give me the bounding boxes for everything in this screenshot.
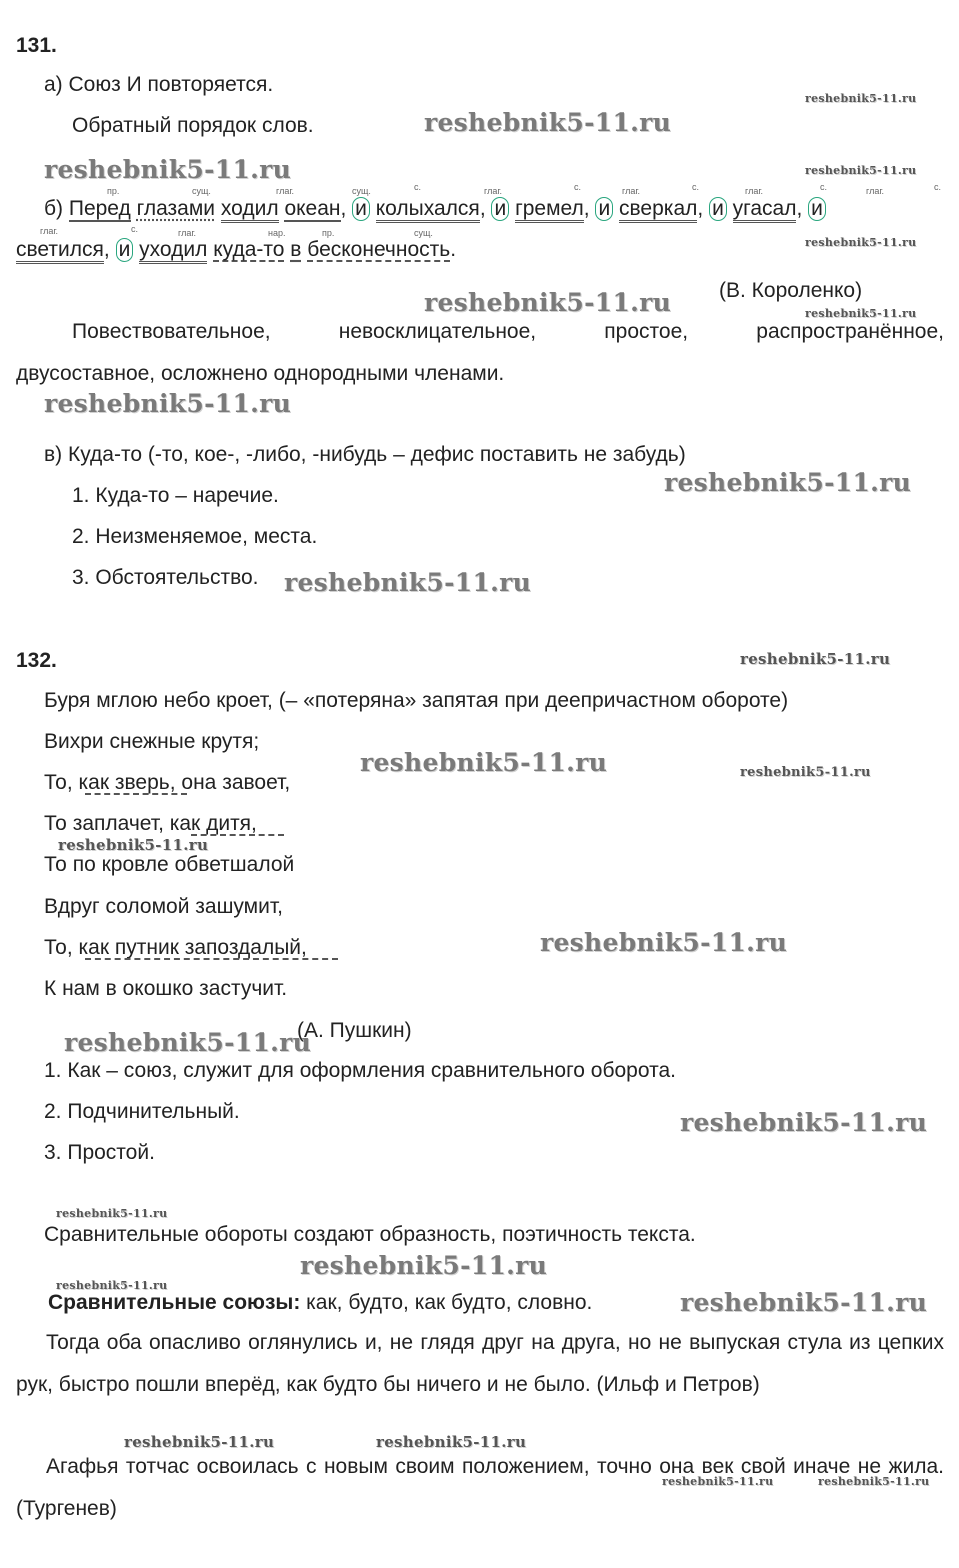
- ex131-v-item: 1. Куда-то – наречие.: [72, 484, 279, 507]
- watermark: reshebnik5-11.ru: [300, 1251, 548, 1280]
- watermark: reshebnik5-11.ru: [424, 288, 672, 317]
- watermark: reshebnik5-11.ru: [360, 748, 608, 777]
- conjunction-circled: и: [808, 197, 826, 221]
- watermark: reshebnik5-11.ru: [64, 1028, 312, 1057]
- label-glag: глаг.: [178, 228, 197, 238]
- conj-label: Сравнительные союзы:: [48, 1291, 301, 1314]
- watermark: reshebnik5-11.ru: [818, 1475, 930, 1488]
- watermark: reshebnik5-11.ru: [740, 765, 871, 780]
- watermark: reshebnik5-11.ru: [58, 836, 209, 854]
- label-s: с.: [414, 182, 422, 192]
- ex131-a-line2: Обратный порядок слов.: [72, 114, 314, 137]
- underline-mark: [85, 958, 338, 960]
- conjunction-circled: и: [709, 197, 727, 221]
- ex132-author: (А. Пушкин): [297, 1019, 412, 1042]
- watermark: reshebnik5-11.ru: [424, 108, 672, 137]
- ex132-summary: Сравнительные обороты создают образность, поэтичность текста.: [44, 1223, 696, 1246]
- ex131-author: (В. Короленко): [719, 279, 863, 302]
- label-s: с.: [934, 182, 942, 192]
- ex131-v-item: 3. Обстоятельство.: [72, 566, 259, 589]
- word: бесконечность: [307, 238, 451, 261]
- watermark: reshebnik5-11.ru: [805, 307, 917, 320]
- underline-mark: [85, 793, 187, 795]
- poem-line: То, как зверь, она завоет,: [44, 771, 291, 794]
- ex132-item: 1. Как – союз, служит для оформления сравнительного оборота.: [44, 1059, 676, 1082]
- word: колыхался: [376, 197, 480, 223]
- exercise-number-131: 131.: [16, 34, 57, 57]
- label-s: с.: [692, 182, 700, 192]
- ex131-b-line2: светился, и уходил куда-то в бесконечность.: [16, 237, 456, 263]
- poem-line: Буря мглою небо кроет, (– «потеряна» запятая при деепричастном обороте): [44, 689, 789, 712]
- label-nar: нар.: [268, 228, 286, 238]
- poem-line: То, как путник запоздалый,: [44, 936, 307, 959]
- watermark: reshebnik5-11.ru: [805, 92, 917, 105]
- ex131-b-line1: б) Перед глазами ходил океан, и колыхался, и гремел, и сверкал, и угасал, и: [44, 196, 826, 222]
- word: уходил: [139, 238, 207, 264]
- watermark: reshebnik5-11.ru: [664, 468, 912, 497]
- label-s: с.: [820, 182, 828, 192]
- poem-line: Вдруг соломой зашумит,: [44, 895, 283, 918]
- watermark: reshebnik5-11.ru: [680, 1288, 928, 1317]
- conjunction-circled: и: [491, 197, 509, 221]
- word: светился: [16, 238, 104, 264]
- watermark: reshebnik5-11.ru: [124, 1433, 275, 1451]
- conj-list: как, будто, как будто, словно.: [300, 1291, 593, 1314]
- watermark: reshebnik5-11.ru: [376, 1433, 527, 1451]
- ex132-item: 2. Подчинительный.: [44, 1100, 240, 1123]
- poem-line: То заплачет, как дитя,: [44, 812, 257, 835]
- word: ходил: [221, 197, 279, 223]
- word: океан: [284, 197, 341, 220]
- label-glag: глаг.: [622, 186, 641, 196]
- poem-line: То по кровле обветшалой: [44, 853, 295, 876]
- label-glag: глаг.: [40, 226, 59, 236]
- ex132-conjunctions: [48, 1290, 592, 1316]
- conjunction-circled: и: [116, 238, 134, 262]
- ex131-a-line1: а) Союз И повторяется.: [44, 73, 274, 96]
- watermark: reshebnik5-11.ru: [44, 389, 292, 418]
- watermark: reshebnik5-11.ru: [44, 155, 292, 184]
- word: сверкал: [619, 197, 697, 223]
- watermark: reshebnik5-11.ru: [56, 1279, 168, 1292]
- ex132-example1: Тогда оба опасливо оглянулись и, не глядя друг на друга, но не выпуская стула из цепких рук, быстро пошли вперёд, как будто бы ничего и не было. (Ильф и Петров): [16, 1331, 944, 1396]
- b-label: б): [44, 197, 69, 220]
- ex131-analysis-line1: Повествовательное, невосклицательное, простое, распространённое,: [72, 320, 944, 343]
- word: куда-то: [213, 238, 285, 261]
- label-glag: глаг.: [866, 186, 885, 196]
- conjunction-circled: и: [595, 197, 613, 221]
- label-sush: сущ.: [414, 228, 433, 238]
- word: в: [290, 238, 302, 261]
- watermark: reshebnik5-11.ru: [284, 568, 532, 597]
- word: гремел: [515, 197, 584, 223]
- watermark: reshebnik5-11.ru: [540, 928, 788, 957]
- ex132-item: 3. Простой.: [44, 1141, 155, 1164]
- poem-line: Вихри снежные крутя;: [44, 730, 260, 753]
- ex131-v-line: в) Куда-то (-то, кое-, -либо, -нибудь – дефис поставить не забудь): [44, 443, 686, 466]
- ex131-v-item: 2. Неизменяемое, места.: [72, 525, 318, 548]
- word: глазами: [136, 197, 216, 220]
- watermark: reshebnik5-11.ru: [740, 650, 891, 668]
- label-pr: пр.: [322, 228, 335, 238]
- watermark: reshebnik5-11.ru: [56, 1207, 168, 1220]
- watermark: reshebnik5-11.ru: [662, 1475, 774, 1488]
- word: угасал: [733, 197, 797, 223]
- label-glag: глаг.: [276, 186, 295, 196]
- label-glag: глаг.: [484, 186, 503, 196]
- exercise-number-132: 132.: [16, 649, 57, 672]
- conjunction-circled: и: [352, 197, 370, 221]
- label-pr: пр.: [107, 186, 120, 196]
- watermark: reshebnik5-11.ru: [680, 1108, 928, 1137]
- label-glag: глаг.: [745, 186, 764, 196]
- watermark: reshebnik5-11.ru: [805, 164, 917, 177]
- label-s: с.: [574, 182, 582, 192]
- word: Перед: [68, 197, 131, 220]
- ex131-analysis-line2: двусоставное, осложнено однородными членами.: [16, 362, 505, 385]
- label-sush: сущ.: [192, 186, 211, 196]
- watermark: reshebnik5-11.ru: [805, 236, 917, 249]
- label-sush: сущ.: [352, 186, 371, 196]
- ex132-example2: Агафья тотчас освоилась с новым своим положением, точно она век свой иначе не жила. (Тургенев): [16, 1455, 944, 1520]
- poem-line: К нам в окошко застучит.: [44, 977, 288, 1000]
- label-s: с.: [131, 224, 139, 234]
